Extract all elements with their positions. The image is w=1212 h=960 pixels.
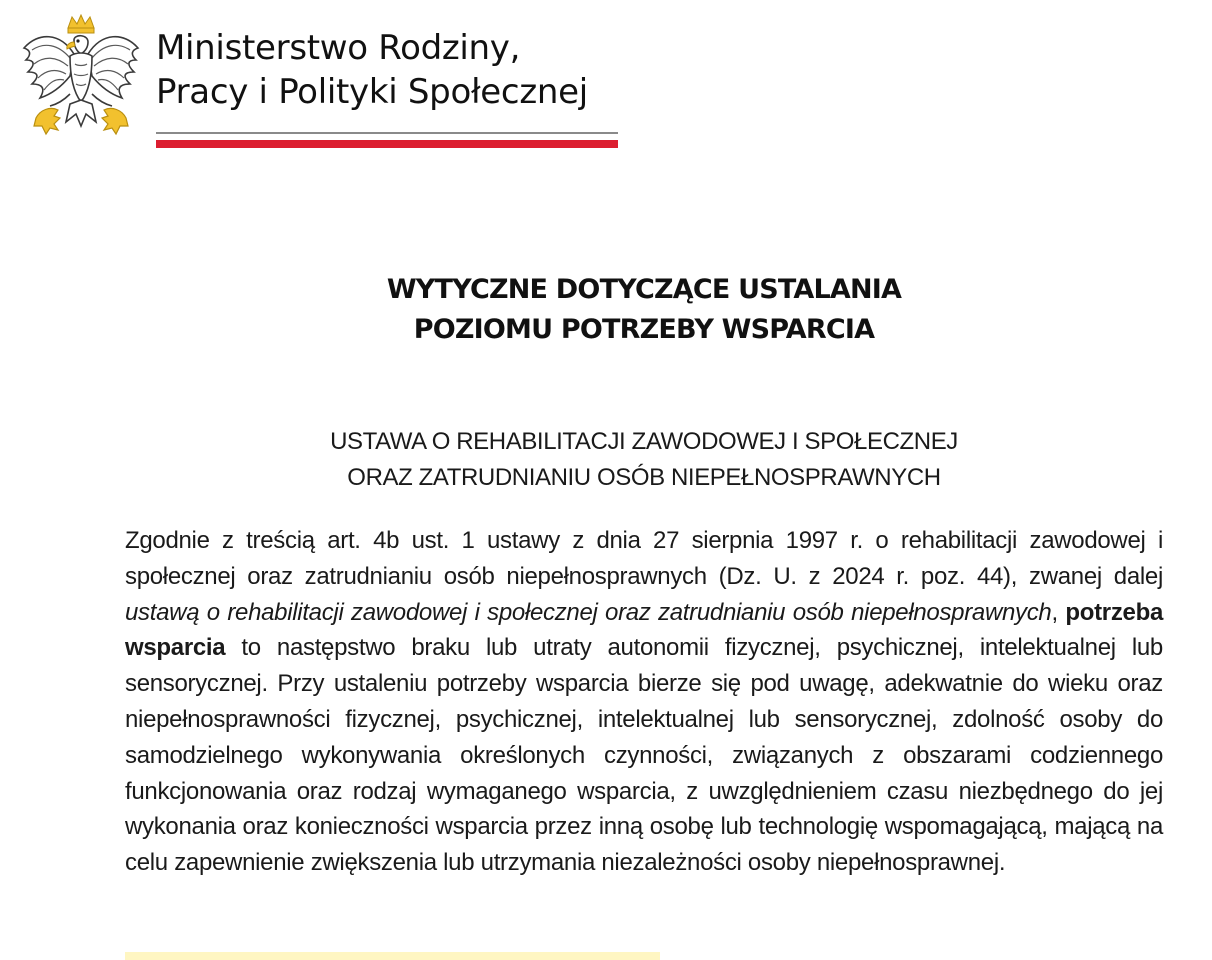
paragraph-text-2: , <box>1051 598 1066 626</box>
law-title-line1: USTAWA O REHABILITACJI ZAWODOWEJ I SPOŁECZNEJ <box>330 428 958 455</box>
document-title-line1: WYTYCZNE DOTYCZĄCE USTALANIA <box>386 274 902 305</box>
law-title-line2: ORAZ ZATRUDNIANIU OSÓB NIEPEŁNOSPRAWNYCH <box>347 464 941 491</box>
paragraph-bold-term: potrzeba wsparcia <box>125 598 1163 662</box>
ministry-name-line2: Pracy i Polityki Społecznej <box>156 72 588 112</box>
paragraph-italic-term: ustawą o rehabilitacji zawodowej i społecznej oraz zatrudnianiu osób niepełnosprawnych <box>125 598 1052 626</box>
header-red-rule <box>156 140 618 148</box>
body-paragraph <box>125 523 1163 881</box>
cut-off-next-line <box>125 950 1163 960</box>
ministry-name-line1: Ministerstwo Rodziny, <box>156 28 521 68</box>
paragraph-text-1: Zgodnie z treścią art. 4b ust. 1 ustawy z dnia 27 sierpnia 1997 r. o rehabilitacji zawodowej i społecznej oraz zatrudnianiu osób niepełnosprawnych (Dz. U. z 2024 r. poz. 44), zwanej dalej <box>125 527 1163 590</box>
law-title <box>0 424 1212 496</box>
document-title-line2: POZIOMU POTRZEBY WSPARCIA <box>413 314 875 345</box>
paragraph-text-3: to następstwo braku lub utraty autonomii fizycznej, psychicznej, intelektualnej lub sensorycznej. Przy ustaleniu potrzeby wsparcia bierze się pod uwagę, adekwatnie do wieku oraz niepełnosprawności fizycznej, psychicznej, intelektualnej lub sensorycznej, zdolność osoby do samodzielnego wykonywania określonych czynności, związanych z obszarami codziennego funkcjonowania oraz rodzaj wymaganego wsparcia, z uwzględnieniem czasu niezbędnego do jej wykonania oraz konieczności wsparcia przez inną osobę lub technologię wspomagającą, mającą na celu zapewnienie zwiększenia lub utrzymania niezależności osoby niepełnosprawnej. <box>125 634 1163 877</box>
ministry-name <box>156 26 626 114</box>
document-header <box>20 14 620 154</box>
header-gray-rule <box>156 132 618 134</box>
document-title <box>0 270 1212 350</box>
highlight-band <box>125 952 660 960</box>
polish-eagle-emblem-icon <box>20 14 142 148</box>
